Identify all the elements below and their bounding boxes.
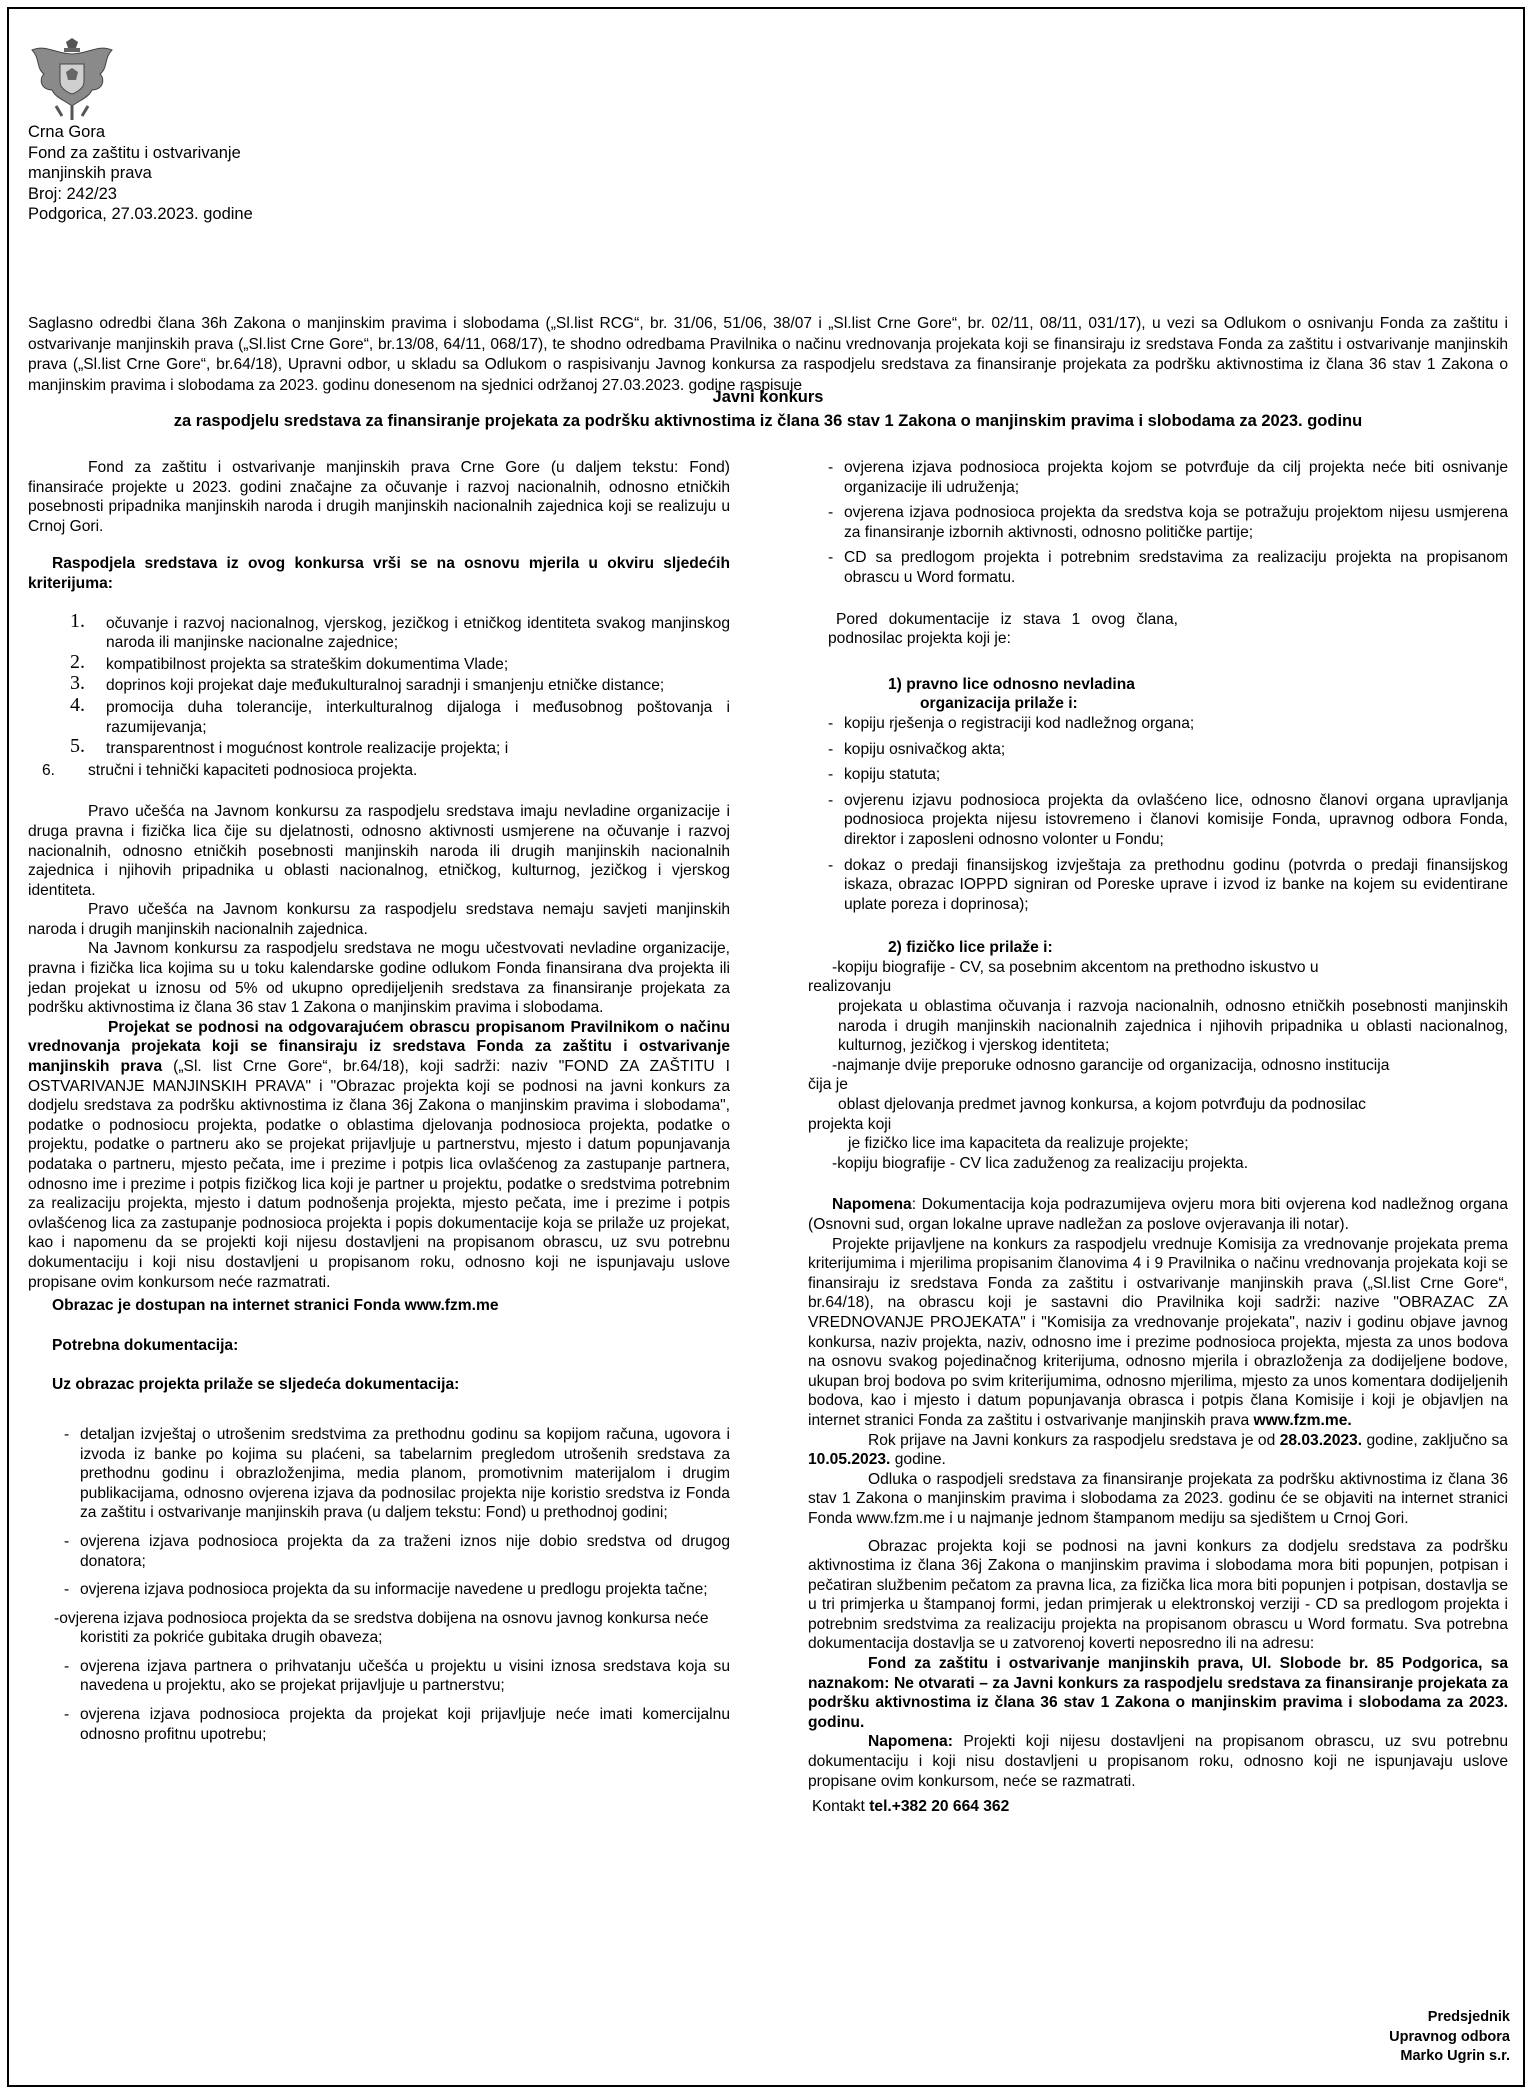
napomena2-label: Napomena: [868, 1733, 953, 1751]
documents-list [28, 1425, 730, 1600]
document-item: - ovjerena izjava partnera o prihvatanju učešća u projektu u visini iznosa sredstava koja su navedena u projektu, ako se projekat prijavljuje u partnerstvu; [28, 1657, 730, 1696]
pravno-lice-list [808, 714, 1508, 914]
pravno-lice-item: - kopiju osnivačkog akta; [808, 740, 1508, 760]
document-item: - ovjerena izjava podnosioca projekta kojom se potvrđuje da cilj projekta neće biti osnivanje organizacije ili udruženja; [808, 458, 1508, 497]
criteria-heading: Raspodjela sredstava iz ovog konkursa vrši se na osnovu mjerila u okviru sljedećih kriterijuma: [28, 555, 730, 592]
documents-list-continued [808, 458, 1508, 588]
obrazac-dostupan: Obrazac je dostupan na internet stranici Fonda www.fzm.me [52, 1297, 499, 1315]
fizicko-line: čija je [808, 1076, 848, 1094]
pravno-lice-item: - kopiju rješenja o registraciji kod nadležnog organa; [808, 714, 1508, 734]
document-item: - ovjerena izjava podnosioca projekta da sredstva koja se potražuju projektom nijesu usmjerena za finansiranje izbornih aktivnosti, odnosno političke partije; [808, 503, 1508, 542]
criteria-list [28, 609, 730, 781]
pravno-lice-item: - kopiju statuta; [808, 765, 1508, 785]
criteria-item: 6. stručni i tehnički kapaciteti podnosioca projekta. [42, 761, 418, 779]
fizicko-lice-heading: 2) fizičko lice prilaže i: [888, 939, 1053, 957]
kontakt-line [808, 1797, 1508, 1817]
coat-of-arms-icon [26, 34, 118, 124]
rok-paragraph: Rok prijave na Javni konkurs za raspodjelu sredstava je od 28.03.2023. godine, zaključno sa 10.05.2023. godine. [808, 1431, 1508, 1469]
document-item: - ovjerena izjava podnosioca projekta da su informacije navedene u predlogu projekta tačne; [28, 1580, 730, 1600]
obrazac-rest: („Sl. list Crne Gore“, br.64/18), koji sadrži: naziv "FOND ZA ZAŠTITU I OSTVARIVANJE MANJINSKIH PRAVA" i "Obrazac projekta koji se podnosi na javni konkurs za dodjelu sredstava za podršku aktivnostima iz člana 36j Zakona o manjinskim pravima i slobodama", podatke o podnosiocu projekta, podatke o oblastima djelovanja podnosioca projekta, podatke o projektu, podatke o partneru ako se projekat prijavljuje u partnerstvu, mjesto i datum popunjavanja podataka o partneru, mjesto pečata, ime i prezime i potpis lica ovlašćenog za zastupanje partnera, odnosno ime i prezime i potpis fizičkog lica koji je partner u projektu, podatke o sredstvima potrebnim za realizaciju projekta, mjesto i datum podnošenja projekta, mjesto pečata, ime i prezime i potpis ovlašćenog lica za zastupanje podnosioca projekta i popis dokumentacije koja se prilaže uz projekat, kao i napomenu da se projekti koji nijesu dostavljeni na propisanom obrascu, uz svu potrebnu dokumentaciju i koji nisu dostavljeni u propisanom roku, odnosno koji ne ispunjavaju uslove propisane ovim konkursom neće razmatrati. [28, 1058, 730, 1291]
kontakt-phone: tel.+382 20 664 362 [869, 1798, 1010, 1816]
fizicko-line: -kopiju biografije - CV lica zaduženog za realizaciju projekta. [832, 1154, 1249, 1172]
header-line: Crna Gora [28, 123, 106, 141]
header-line: Broj: 242/23 [28, 184, 117, 203]
criteria-item: 2. kompatibilnost projekta sa strateškim dokumentima Vlade; [70, 650, 509, 673]
pravno-lice-item: - dokaz o predaji finansijskog izvještaja za prethodnu godinu (potvrda o predaji finansijskog iskaza, obrazac IOPPD signiran od Poreske uprave i izvod iz banke na kojem su evidentirane uplate poreza i doprinosa); [808, 856, 1508, 915]
document-item: - ovjerena izjava podnosioca projekta da projekat koji prijavljuje neće imati komercijalnu odnosno profitnu upotrebu; [28, 1705, 730, 1744]
obrazac-paragraph: Obrazac projekta koji se podnosi na javni konkurs za dodjelu sredstava za podršku aktivnostima iz člana 36j Zakona o manjinskim pravima i slobodama mora biti popunjen, potpisan i pečatiran službenim pečatom za pravna lica, za fizička lica mora biti popunjen i potpisan, dostavlja se u tri primjerka u štampanoj formi, jedan primjerak u elektronskoj verziji - CD sa predlogom projekta i potrebnim sredstvima za realizaciju projekta na propisanom obrascu u Word formatu. Sva potrebna dokumentacija dostavlja se u zatvorenoj koverti neposredno ili na adresu: [808, 1537, 1508, 1653]
uz-obrazac-heading: Uz obrazac projekta prilaže se sljedeća dokumentacija: [52, 1376, 460, 1394]
pravno-lice-item: - ovjerenu izjavu podnosioca projekta da ovlašćeno lice, odnosno članovi organa upravljanja podnosioca projekta nijesu istovremeno i članovi komisije Fonda, upravnog odbora Fonda, direktor i zaposleni odnosno volonter u Fondu; [808, 791, 1508, 850]
document-title [28, 385, 1508, 433]
signature-block [1340, 2008, 1510, 2067]
napomena-label: Napomena [832, 1196, 912, 1214]
projekte-paragraph: Projekte prijavljene na konkurs za raspodjelu vrednuje Komisija za vrednovanje projekata prema kriterijumima i mjerilima propisanim članovima 4 i 9 Pravilnika o načinu vrednovanja projekata koji se finansiraju iz sredstava Fonda za zaštitu i ostvarivanje manjinskih prava („Sl.list Crne Gore“, br.64/18), na obrascu koji je sastavni dio Pravilnika koji sadrži: nazive "OBRAZAC ZA VREDNOVANJE PROJEKATA" i "Komisija za vrednovanje projekata", naziv i godinu objave javnog konkursa, naziv projekta, naziv, odnosno ime i prezime podnosioca projekta, mjesta za unos bodova na osnovu svakog pojedinačnog kriterijuma, odnosno mjerila i obrazloženja za dodijeljene bodove, ukupan broj bodova po svim kriterijumima, odnosno mjerilima, mjesto za unos komentara dodijeljenih bodova, kao i mjesto i datum popunjavanja obrasca i potpis člana Komisije i koji je objavljen na internet stranici Fonda za zaštitu i ostvarivanje manjinskih prava www.fzm.me. [808, 1235, 1508, 1429]
rok-from: 28.03.2023. [1279, 1431, 1363, 1449]
pravno-lice-heading: 1) pravno lice odnosno nevladina [888, 675, 1135, 693]
website-link: www.fzm.me. [1253, 1411, 1352, 1429]
criteria-item: 1. očuvanje i razvoj nacionalnog, vjerskog, jezičkog i etničkog identiteta svakog manjinskog naroda ili manjinske nacionalne zajednice; [70, 609, 730, 652]
document-item-gubitak: -ovjerena izjava podnosioca projekta da se sredstva dobijena na osnovu javnog konkursa neće [54, 1609, 709, 1627]
napomena2-paragraph [808, 1732, 1508, 1791]
fizicko-line: oblast djelovanja predmet javnog konkursa, a kojom potvrđuju da podnosilac [838, 1096, 1366, 1114]
document-item-gubitak-cont: koristiti za pokriće gubitaka drugih obaveza; [80, 1629, 383, 1647]
paragraph-obrazac [28, 1018, 730, 1292]
signature-role: Predsjednik [1427, 2009, 1510, 2025]
potrebna-heading: Potrebna dokumentacija: [52, 1336, 239, 1354]
header-line: manjinskih prava [28, 164, 152, 182]
obrazac-bold: Projekat se podnosi na odgovarajućem obrascu propisanom Pravilnikom o načinu vrednovanja projekata koji se finansiraju iz sredstava Fonda za zaštitu i ostvarivanje manjinskih prava [28, 1018, 730, 1076]
documents-list-2 [28, 1657, 730, 1744]
document-item: - ovjerena izjava podnosioca projekta da za traženi iznos nije dobio sredstva od drugog donatora; [28, 1532, 730, 1571]
preamble: Saglasno odredbi člana 36h Zakona o manjinskim pravima i slobodama („Sl.list RCG“, br. 31/06, 51/06, 38/07 i „Sl.list Crne Gore“, br. 02/11, 08/11, 031/17), u vezi sa Odlukom o osnivanju Fonda za zaštitu i ostvarivanje manjinskih prava („Sl.list Crne Gore“, br.13/08, 64/11, 068/17), te shodno odredbama Pravilnika o načinu vrednovanja projekata koji se finansiraju iz sredstava Fonda za zaštitu i ostvarivanje manjinskih prava („Sl.list Crne Gore“, br.64/18), Upravni odbor, u skladu sa Odlukom o raspisivanju Javnog konkursa za raspodjelu sredstava za finansiranje projekata za podršku aktivnostima iz člana 36 stav 1 Zakona o manjinskim pravima i slobodama za 2023. godinu donesenom na sjednici održanoj 27.03.2023. godine raspisuje [28, 315, 1508, 394]
adresa-paragraph: Fond za zaštitu i ostvarivanje manjinskih prava, Ul. Slobode br. 85 Podgorica, sa naznakom: Ne otvarati – za Javni konkurs za raspodjelu sredstava za finansiranje projekata za podršku aktivnostima iz člana 36 stav 1 Zakona o manjinskim pravima i slobodama za 2023. godinu. [808, 1655, 1508, 1731]
document-item: - CD sa predlogom projekta i potrebnim sredstavima za realizaciju projekta na propisanom obrascu u Word formatu. [808, 548, 1508, 587]
header-line: Podgorica, 27.03.2023. godine [28, 205, 253, 223]
odluka-paragraph: Odluka o raspodjeli sredstava za finansiranje projekata za podršku aktivnostima iz člana 36 stav 1 Zakona o manjinskim pravima i slobodama za 2023. godinu će se objaviti na internet stranici Fonda www.fzm.me i u najmanje jednom štampanom mediju sa sjedištem u Crnoj Gori. [808, 1470, 1508, 1527]
paragraph-nemaju: Pravo učešća na Javnom konkursu za raspodjelu sredstava nemaju savjeti manjinskih naroda i drugih manjinskih nacionalnih zajednica. [28, 901, 730, 938]
fizicko-line: je fizičko lice ima kapaciteta da realizuje projekte; [848, 1135, 1189, 1153]
paragraph-ne-mogu: Na Javnom konkursu za raspodjelu sredstava ne mogu učestvovati nevladine organizacije, pravna i fizička lica kojima su u toku kalendarske godine odlukom Fonda finansirana dva projekta ili jedan projekat u iznosu od 5% od ukupno opredijeljenih sredstava za finansiranje projekata za podršku aktivnostima iz člana 36 stav 1 Zakona o manjinskim pravima i slobodama. [28, 940, 730, 1017]
right-column [808, 458, 1508, 1817]
signature-name: Marko Ugrin s.r. [1400, 2048, 1510, 2064]
document-header [28, 122, 428, 225]
document-item: - detaljan izvještaj o utrošenim sredstvima za prethodnu godinu sa kopijom računa, ugovora i izvoda iz banke po kojima su plaćeni, sa tabelarnim pregledom utrošenih sredstava za prethodnu godinu i obrazloženjima, media planom, promotivnim materijalom i drugim publikacijama, odnosno ovjerena izjava da podnosilac projekta nije koristio sredstva iz Fonda za zaštitu i ostvarivanje manjinskih prava (u daljem tekstu: Fond) u prethodnoj godini; [28, 1425, 730, 1523]
napomena2-text: Projekti koji nijesu dostavljeni na propisanom obrascu, uz svu potrebnu dokumentaciju i koji nisu dostavljeni u propisanom roku, odnosno koji ne ispunjavaju uslove propisane ovim konkursom, neće se razmatrati. [808, 1733, 1508, 1790]
pravno-lice-heading-cont: organizacija prilaže i: [920, 695, 1078, 713]
fizicko-line: projekata u oblastima očuvanja i razvoja nacionalnih, odnosno etničkih posebnosti manjinskih naroda i drugih manjinskih nacionalnih zajednica i njihovih pripadnika u oblasti nacionalnog, kulturnog, jezičkog i vjerskog identiteta; [838, 998, 1508, 1055]
fizicko-line: -kopiju biografije - CV, sa posebnim akcentom na prethodno iskustvo u [832, 958, 1319, 976]
pored-paragraph: Pored dokumentacije iz stava 1 ovog člana, podnosilac projekta koji je: [828, 610, 1178, 648]
napomena-text: : Dokumentacija koja podrazumijeva ovjeru mora biti ovjerena kod nadležnog organa (Osnovni sud, organ lokalne uprave nadležan za poslove ovjeravanja ili notar). [808, 1196, 1508, 1233]
criteria-item: 4. promocija duha tolerancije, interkulturalnog dijaloga i međusobnog poštovanja i razumijevanja; [70, 693, 730, 736]
title-line: Javni konkurs [712, 388, 824, 406]
fizicko-line: -najmanje dvije preporuke odnosno garancije od organizacija, odnosno institucija [832, 1056, 1390, 1074]
left-column [28, 458, 730, 1753]
title-subline: za raspodjelu sredstava za finansiranje projekata za podršku aktivnostima iz člana 36 stav 1 Zakona o manjinskim pravima i slobodama za 2023. godinu [173, 412, 1363, 430]
kontakt-label: Kontakt [812, 1798, 865, 1816]
header-line: Fond za zaštitu i ostvarivanje [28, 143, 241, 162]
rok-to: 10.05.2023. [808, 1451, 891, 1469]
paragraph-pravo: Pravo učešća na Javnom konkursu za raspodjelu sredstava imaju nevladine organizacije i druga pravna i fizička lica čije su djelatnosti, odnosno aktivnosti usmjerene na očuvanje i razvoj nacionalnih, odnosno etničkih posebnosti manjinskih naroda ili drugih manjinskih nacionalnih zajednica i njihovih pripadnika u oblasti nacionalnog, etničkog, kulturnog, jezičkog i vjerskog identiteta. [28, 803, 730, 899]
napomena-paragraph [808, 1195, 1508, 1234]
signature-body: Upravnog odbora [1389, 2028, 1510, 2045]
criteria-item: 5. transparentnost i mogućnost kontrole realizacije projekta; i [70, 735, 509, 758]
fizicko-line: projekta koji [808, 1115, 892, 1133]
fizicko-line: realizovanju [808, 978, 892, 996]
intro-paragraph: Fond za zaštitu i ostvarivanje manjinskih prava Crne Gore (u daljem tekstu: Fond) finansiraće projekte u 2023. godini značajne za očuvanje i razvoj nacionalnih, odnosno etničkih posebnosti pripadnika manjinskih naroda i drugih manjinskih nacionalnih zajednica koji se realizuju u Crnoj Gori. [28, 459, 730, 535]
criteria-item: 3. doprinos koji projekat daje međukulturalnoj saradnji i smanjenju etničke distance; [70, 672, 665, 695]
